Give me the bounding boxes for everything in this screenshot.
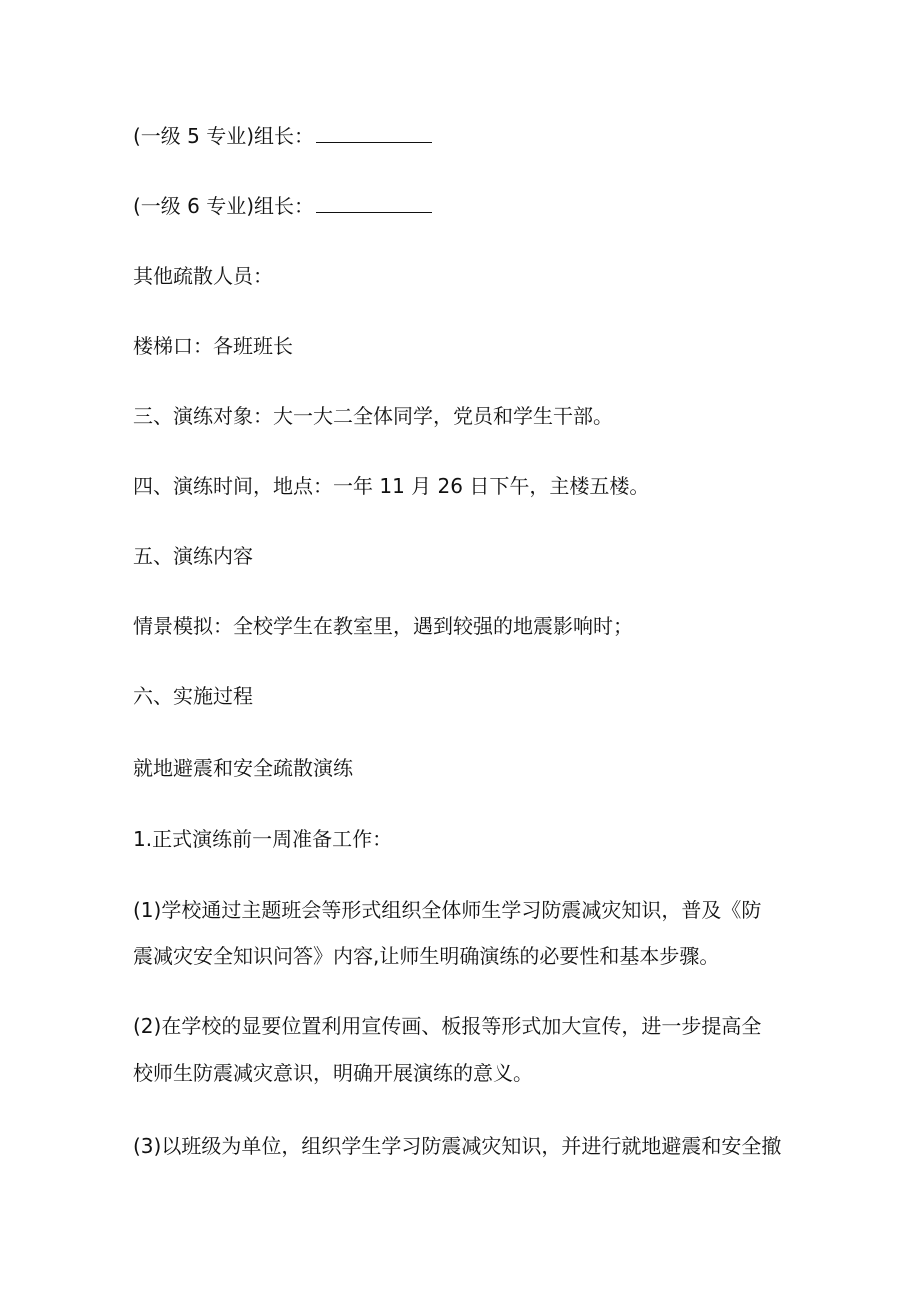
leader-line-2: [133, 193, 432, 219]
item-3-line-1: (3)以班级为单位，组织学生学习防震减灾知识，并进行就地避震和安全撤: [133, 1134, 782, 1158]
section-4-heading: 四、演练时间，地点：一年 11 月 26 日下午，主楼五楼。: [133, 474, 650, 498]
other-evacuation-line: 其他疏散人员：: [133, 264, 273, 288]
stairway-line: 楼梯口：各班班长: [133, 334, 293, 358]
leader-name-blank: [316, 124, 432, 143]
item-1-line-2: 震减灾安全知识问答》内容,让师生明确演练的必要性和基本步骤。: [133, 944, 720, 968]
leader-label: (一级 6 专业)组长：: [133, 194, 315, 218]
section-3-heading: 三、演练对象：大一大二全体同学，党员和学生干部。: [133, 404, 613, 428]
step-1-heading: 1.正式演练前一周准备工作：: [133, 827, 393, 851]
section-5-heading: 五、演练内容: [133, 544, 253, 568]
leader-name-blank: [316, 194, 432, 213]
drill-title: 就地避震和安全疏散演练: [133, 756, 353, 780]
leader-label: (一级 5 专业)组长：: [133, 124, 315, 148]
scenario-paragraph: 情景模拟：全校学生在教室里，遇到较强的地震影响时；: [133, 614, 633, 638]
item-2-line-2: 校师生防震减灾意识，明确开展演练的意义。: [133, 1061, 533, 1085]
item-1-line-1: (1)学校通过主题班会等形式组织全体师生学习防震减灾知识，普及《防: [133, 898, 762, 922]
section-6-heading: 六、实施过程: [133, 684, 253, 708]
item-2-line-1: (2)在学校的显要位置利用宣传画、板报等形式加大宣传，进一步提高全: [133, 1014, 762, 1038]
leader-line-1: [133, 123, 432, 149]
